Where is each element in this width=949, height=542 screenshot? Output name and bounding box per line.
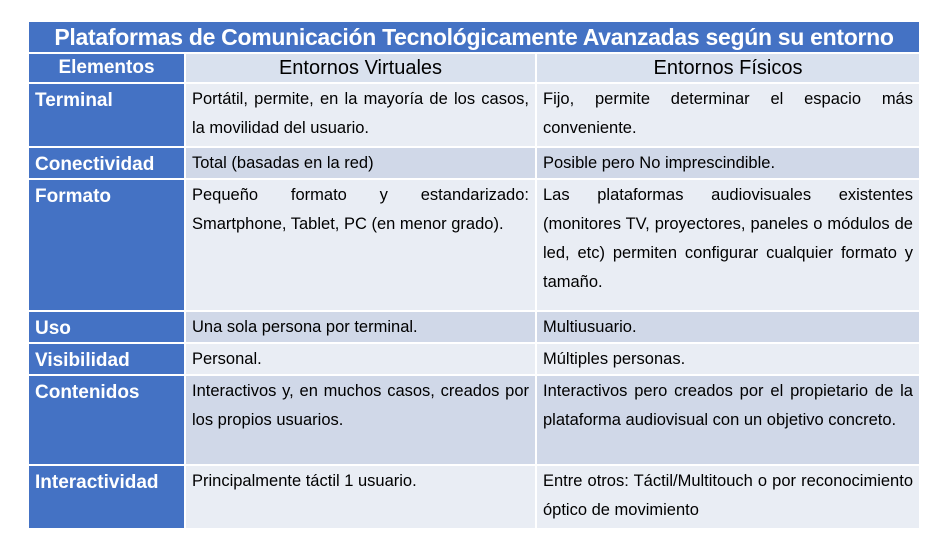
table-row-visibilidad — [28, 343, 920, 375]
comparison-table-container — [27, 20, 919, 530]
cell-fisico: Interactivos pero creados por el propietario de la plataforma audiovisual con un objetivo concreto. — [536, 375, 920, 465]
row-label: Uso — [28, 311, 185, 343]
cell-fisico: Las plataformas audiovisuales existentes (monitores TV, proyectores, paneles o módulos de led, etc) permiten configurar cualquier formato y tamaño. — [536, 179, 920, 311]
header-row — [28, 53, 920, 83]
cell-virtual: Total (basadas en la red) — [185, 147, 536, 179]
header-elementos: Elementos — [28, 53, 185, 83]
cell-virtual: Interactivos y, en muchos casos, creados por los propios usuarios. — [185, 375, 536, 465]
cell-virtual: Una sola persona por terminal. — [185, 311, 536, 343]
header-entornos-virtuales: Entornos Virtuales — [185, 53, 536, 83]
row-label: Formato — [28, 179, 185, 311]
cell-fisico: Posible pero No imprescindible. — [536, 147, 920, 179]
comparison-table — [27, 20, 921, 530]
cell-virtual: Portátil, permite, en la mayoría de los casos, la movilidad del usuario. — [185, 83, 536, 147]
cell-virtual: Principalmente táctil 1 usuario. — [185, 465, 536, 529]
row-label: Terminal — [28, 83, 185, 147]
cell-fisico: Fijo, permite determinar el espacio más conveniente. — [536, 83, 920, 147]
row-label: Conectividad — [28, 147, 185, 179]
table-row-interactividad — [28, 465, 920, 529]
table-row-conectividad — [28, 147, 920, 179]
table-row-formato — [28, 179, 920, 311]
row-label: Contenidos — [28, 375, 185, 465]
row-label: Interactividad — [28, 465, 185, 529]
table-row-contenidos — [28, 375, 920, 465]
cell-fisico: Multiusuario. — [536, 311, 920, 343]
header-entornos-fisicos: Entornos Físicos — [536, 53, 920, 83]
table-title: Plataformas de Comunicación Tecnológicamente Avanzadas según su entorno — [28, 21, 920, 53]
table-row-uso — [28, 311, 920, 343]
table-row-terminal — [28, 83, 920, 147]
cell-fisico: Múltiples personas. — [536, 343, 920, 375]
cell-virtual: Personal. — [185, 343, 536, 375]
cell-fisico: Entre otros: Táctil/Multitouch o por reconocimiento óptico de movimiento — [536, 465, 920, 529]
row-label: Visibilidad — [28, 343, 185, 375]
cell-virtual: Pequeño formato y estandarizado: Smartphone, Tablet, PC (en menor grado). — [185, 179, 536, 311]
